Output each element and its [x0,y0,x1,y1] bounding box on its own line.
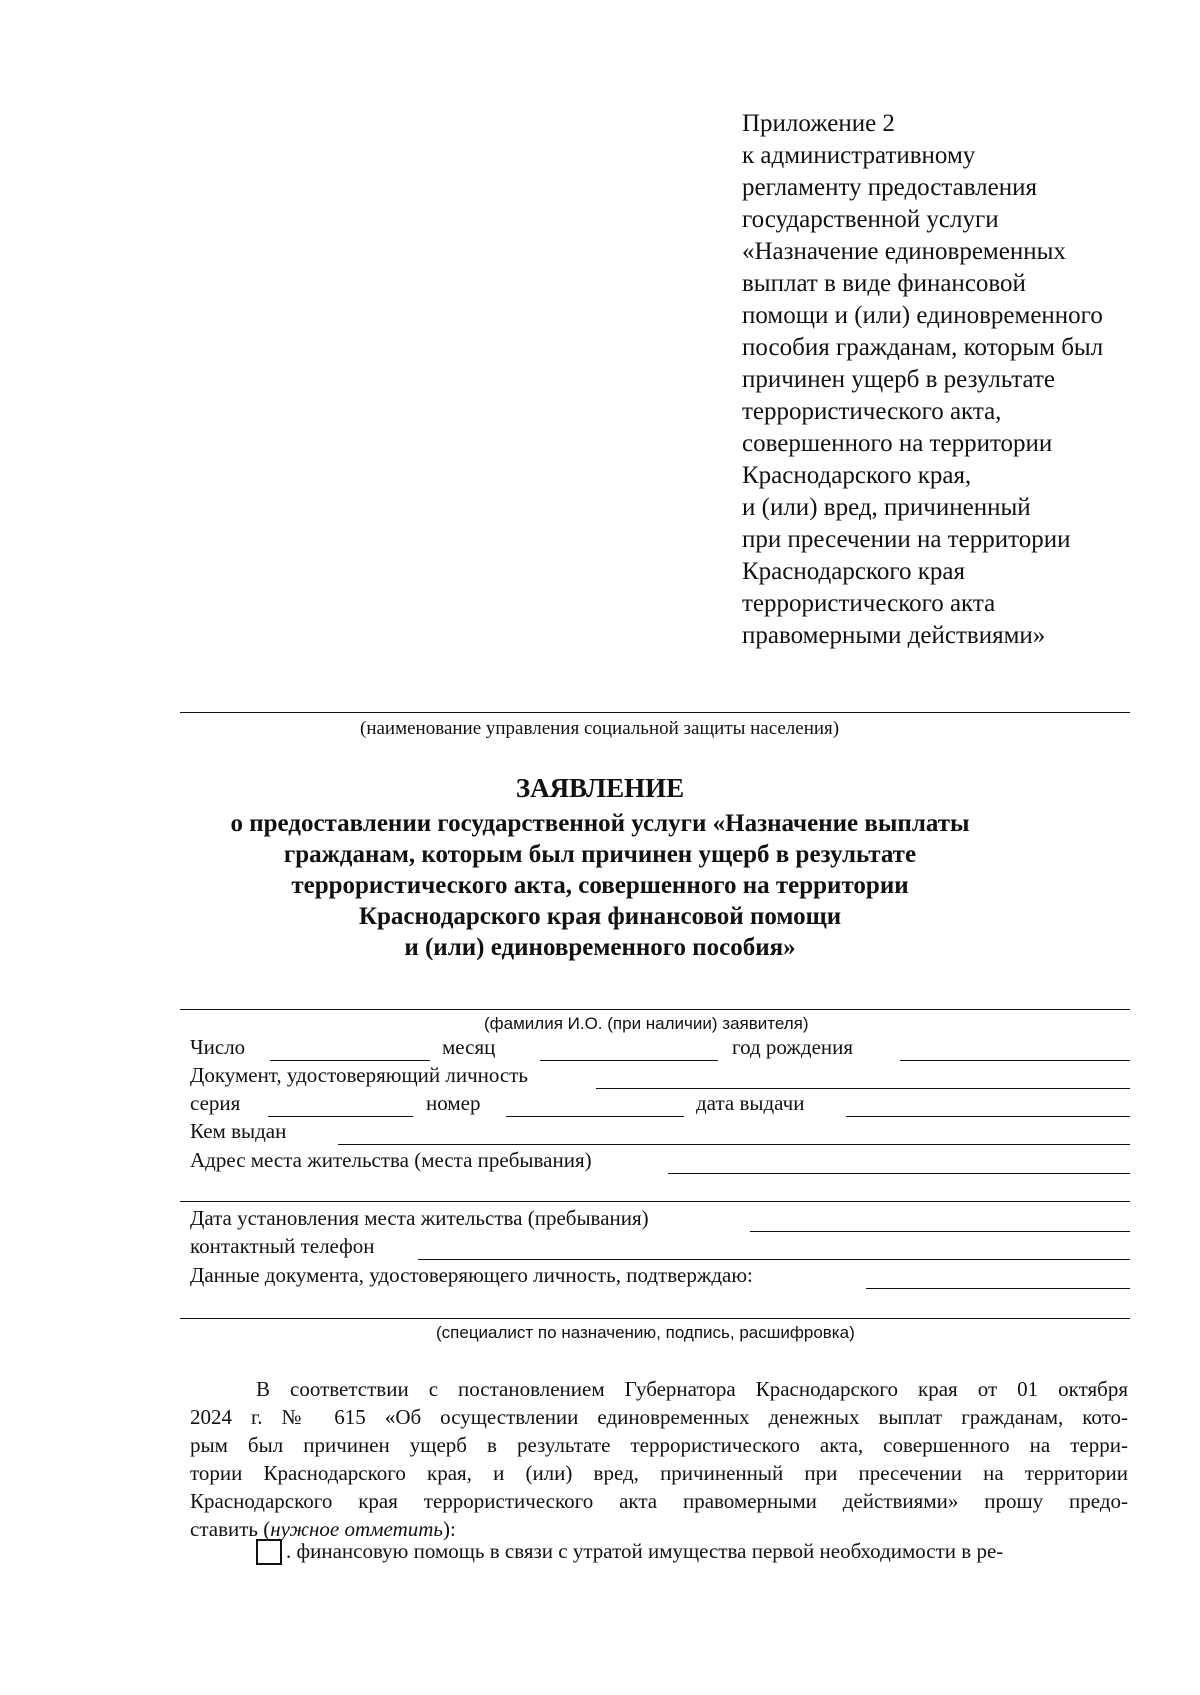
appendix-line: правомерными действиями» [742,622,1046,649]
authority-caption: (наименование управления социальной защиты населения) [360,718,840,739]
subtitle-line: гражданам, которым был причинен ущерб в результате [283,841,917,868]
confirm-field[interactable] [866,1288,1130,1289]
document-subtitle [0,808,1200,963]
phone-label: контактный телефон [190,1234,375,1258]
body-line: тории Краснодарского края, и (или) вред, причиненный при пресечении на территории [190,1461,1128,1485]
body-line: Краснодарского края террористического акта правомерными действиями» прошу предо- [190,1489,1128,1513]
document-title: ЗАЯВЛЕНИЕ [515,773,685,803]
number-label: номер [426,1091,481,1115]
birth-month-field[interactable] [540,1060,718,1061]
body-line: 2024 г. № 615 «Об осуществлении единовременных денежных выплат гражданам, кото- [190,1405,1128,1429]
specialist-caption: (специалист по назначению, подпись, расшифровка) [436,1323,855,1342]
appendix-line: государственной услуги [742,206,999,233]
applicant-name-field[interactable] [180,1009,1130,1010]
address-field[interactable] [668,1173,1130,1174]
series-field[interactable] [268,1116,413,1117]
body-line-italic: нужное отметить [270,1517,443,1541]
subtitle-line: Краснодарского края финансовой помощи [358,903,842,930]
id-document-field[interactable] [596,1088,1130,1089]
option-checkbox[interactable] [256,1539,282,1565]
applicant-caption: (фамилия И.О. (при наличии) заявителя) [484,1014,809,1033]
issue-date-label: дата выдачи [696,1091,805,1115]
appendix-line: «Назначение единовременных [742,238,1066,265]
month-label: месяц [442,1035,496,1059]
authority-name-field[interactable] [180,712,1130,713]
number-field[interactable] [506,1116,684,1117]
appendix-line: Краснодарского края, [742,462,972,489]
address-field-line2[interactable] [180,1201,1130,1202]
body-line: В соответствии с постановлением Губернатора Краснодарского края от 01 октября [256,1377,1128,1401]
appendix-line: выплат в виде финансовой [742,270,1026,297]
birth-year-label: год рождения [732,1035,854,1059]
appendix-line: Краснодарского края [742,558,965,585]
residence-date-label: Дата установления места жительства (пребывания) [190,1206,649,1230]
phone-field[interactable] [418,1259,1130,1260]
body-paragraph [190,1375,1128,1543]
confirm-label: Данные документа, удостоверяющего личность, подтверждаю: [190,1263,753,1287]
appendix-line: причинен ущерб в результате [742,366,1055,393]
appendix-line: Приложение 2 [742,110,895,137]
series-label: серия [190,1091,241,1115]
issue-date-field[interactable] [846,1116,1130,1117]
subtitle-line: и (или) единовременного пособия» [404,934,796,961]
appendix-block [742,108,1182,652]
appendix-line: террористического акта, [742,398,1002,425]
body-line: рым был причинен ущерб в результате террористического акта, совершенного на терри- [190,1433,1128,1457]
issued-by-label: Кем выдан [190,1119,287,1143]
subtitle-line: о предоставлении государственной услуги «Назначение выплаты [230,810,970,837]
option-1-text: . финансовую помощь в связи с утратой имущества первой необходимости в ре- [286,1539,1004,1563]
body-line-suffix: ): [442,1517,456,1541]
residence-date-field[interactable] [750,1231,1130,1232]
appendix-line: совершенного на территории [742,430,1053,457]
appendix-line: террористического акта [742,590,996,617]
appendix-line: к административному [742,142,976,169]
appendix-line: и (или) вред, причиненный [742,494,1031,521]
issued-by-field[interactable] [338,1144,1130,1145]
appendix-line: помощи и (или) единовременного [742,302,1103,329]
day-label: Число [190,1035,246,1059]
address-label: Адрес места жительства (места пребывания) [190,1148,592,1172]
appendix-line: регламенту предоставления [742,174,1038,201]
appendix-line: пособия гражданам, которым был [742,334,1104,361]
birth-day-field[interactable] [270,1060,430,1061]
subtitle-line: террористического акта, совершенного на территории [291,872,909,899]
specialist-signature-field[interactable] [180,1318,1130,1319]
birth-year-field[interactable] [900,1060,1130,1061]
id-document-label: Документ, удостоверяющий личность [190,1063,528,1087]
body-line-prefix: ставить ( [190,1517,271,1541]
appendix-line: при пресечении на территории [742,526,1071,553]
